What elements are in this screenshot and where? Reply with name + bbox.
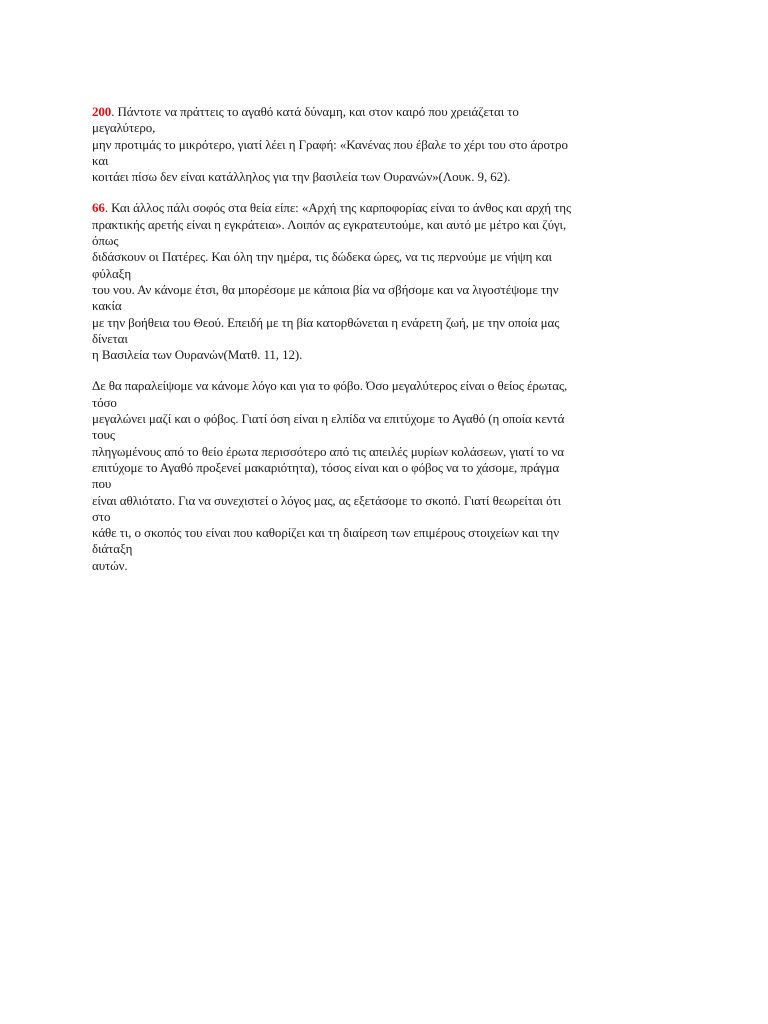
paragraph-line: είναι αθλιότατο. Για να συνεχιστεί ο λόγος μας, ας εξετάσομε το σκοπό. Γιατί θεωρείται ότι xyxy=(92,492,561,508)
paragraph-line: που xyxy=(92,476,112,492)
paragraph-line: στο xyxy=(92,508,111,524)
paragraph-line: και xyxy=(92,152,109,168)
paragraph-line: η Βασιλεία των Ουρανών(Ματθ. 11, 12). xyxy=(92,347,303,363)
paragraph-line: τόσο xyxy=(92,394,117,410)
paragraph-number: 200 xyxy=(92,104,112,119)
paragraph-line: Δε θα παραλείψομε να κάνομε λόγο και για το φόβο. Όσο μεγαλύτερος είναι ο θείος έρωτας, xyxy=(92,378,568,394)
paragraph-line: όπως xyxy=(92,233,119,249)
paragraph-line: κοιτάει πίσω δεν είναι κατάλληλος για την βασιλεία των Ουρανών»(Λουκ. 9, 62). xyxy=(92,169,511,185)
paragraph-fear xyxy=(92,378,682,574)
paragraph-line: κάθε τι, ο σκοπός του είναι που καθορίζει και τη διαίρεση των επιμέρους στοιχείων και την xyxy=(92,525,560,541)
paragraph-line: διδάσκουν οι Πατέρες. Και όλη την ημέρα, τις δώδεκα ώρες, να τις περνούμε με νήψη και xyxy=(92,249,552,265)
paragraph-line: φύλαξη xyxy=(92,265,132,281)
paragraph-66 xyxy=(92,200,682,363)
paragraph-line: πληγωμένους από το θείο έρωτα περισσότερο από τις απειλές μυρίων κολάσεων, γιατί το να xyxy=(92,443,564,459)
paragraph-line: μεγαλύτερο, xyxy=(92,120,156,136)
paragraph-line: του νου. Αν κάνομε έτσι, θα μπορέσομε με κάποια βία να σβήσομε και να λιγοστέψομε την xyxy=(92,281,559,297)
paragraph-line: με την βοήθεια του Θεού. Επειδή με τη βία κατορθώνεται η ενάρετη ζωή, με την οποία μας xyxy=(92,314,560,330)
paragraph-line: 200. Πάντοτε να πράττεις το αγαθό κατά δύναμη, και στον καιρό που χρειάζεται το xyxy=(92,104,519,119)
paragraph-line: μεγαλώνει μαζί και ο φόβος. Γιατί όση είναι η ελπίδα να επιτύχομε το Αγαθό (η οποία κεντά xyxy=(92,411,565,427)
paragraph-line: αυτών. xyxy=(92,557,128,573)
paragraph-line: τους xyxy=(92,427,115,443)
paragraph-number: 66 xyxy=(92,200,105,216)
paragraph-line: κακία xyxy=(92,298,122,314)
paragraph-line: μην προτιμάς το μικρότερο, γιατί λέει η Γραφή: «Κανένας που έβαλε το χέρι του στο άροτρο xyxy=(92,136,568,152)
paragraph-line: διάταξη xyxy=(92,541,133,557)
paragraph-line: πρακτικής αρετής είναι η εγκράτεια». Λοιπόν ας εγκρατευτούμε, και αυτό με μέτρο και ζύγι, xyxy=(92,216,567,232)
paragraph-200 xyxy=(92,104,682,185)
paragraph-line: 66. Και άλλος πάλι σοφός στα θεία είπε: «Αρχή της καρποφορίας είναι το άνθος και αρχή της xyxy=(92,200,572,216)
document-page xyxy=(92,104,682,589)
paragraph-line: επιτύχομε το Αγαθό προξενεί μακαριότητα), τόσος είναι και ο φόβος να το χάσομε, πράγμα xyxy=(92,459,560,475)
paragraph-line: δίνεται xyxy=(92,330,128,346)
